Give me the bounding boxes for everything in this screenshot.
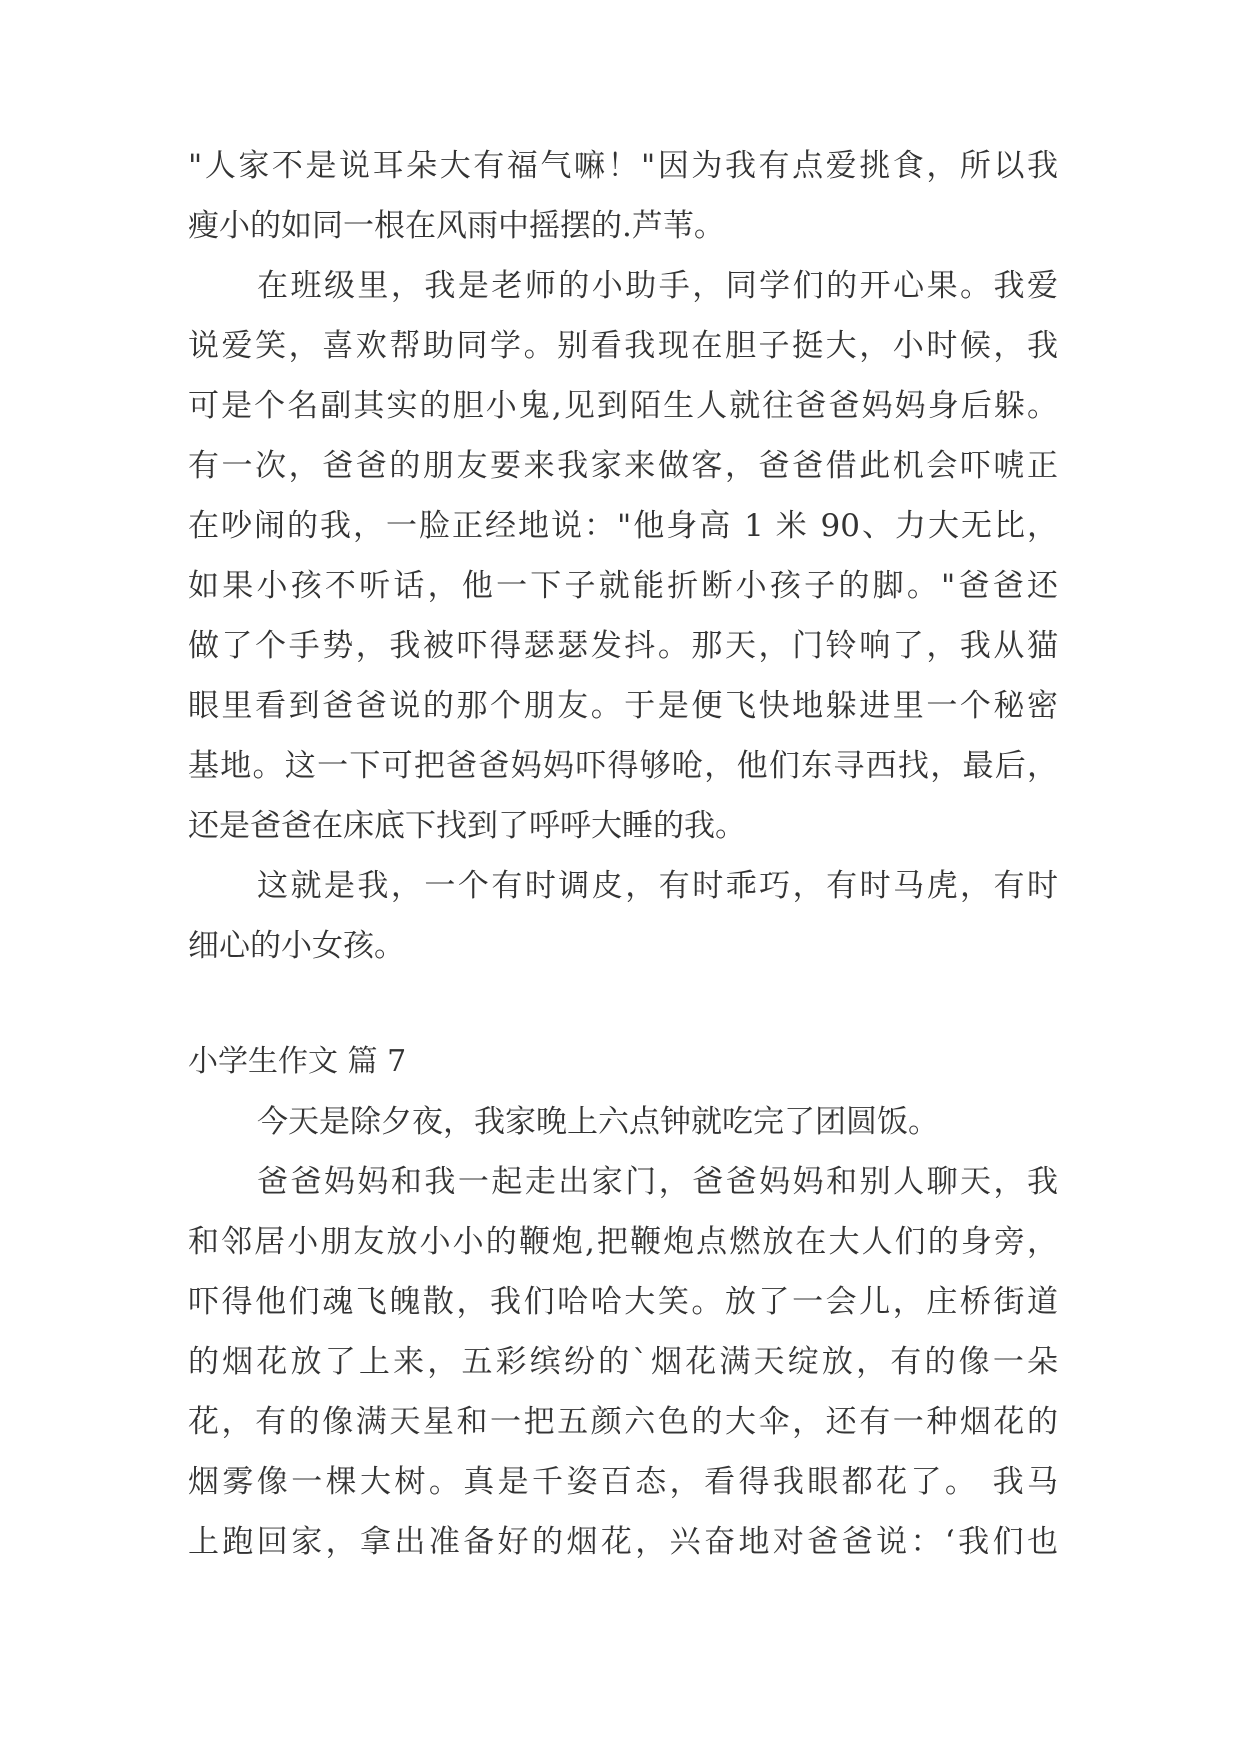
text-line: 说爱笑，喜欢帮助同学。别看我现在胆子挺大，小时候，我 — [188, 328, 1058, 364]
section-heading: 小学生作文 篇 7 — [188, 1044, 407, 1079]
text-line: 上跑回家，拿出准备好的烟花，兴奋地对爸爸说：‘我们也 — [188, 1524, 1058, 1560]
text-line: 在班级里，我是老师的小助手，同学们的开心果。我爱 — [257, 268, 1058, 304]
text-line: 还是爸爸在床底下找到了呼呼大睡的我。 — [188, 808, 746, 844]
text-line: "人家不是说耳朵大有福气嘛！"因为我有点爱挑食，所以我 — [188, 148, 1058, 184]
text-line: 在吵闹的我，一脸正经地说："他身高 1 米 90、力大无比， — [188, 508, 1058, 544]
text-line: 和邻居小朋友放小小的鞭炮,把鞭炮点燃放在大人们的身旁， — [188, 1224, 1058, 1260]
text-line: 爸爸妈妈和我一起走出家门，爸爸妈妈和别人聊天，我 — [257, 1164, 1058, 1200]
text-line: 做了个手势，我被吓得瑟瑟发抖。那天，门铃响了，我从猫 — [188, 628, 1058, 664]
text-line: 基地。这一下可把爸爸妈妈吓得够呛，他们东寻西找，最后， — [188, 748, 1058, 784]
text-line: 有一次，爸爸的朋友要来我家来做客，爸爸借此机会吓唬正 — [188, 448, 1058, 484]
text-line: 眼里看到爸爸说的那个朋友。于是便飞快地躲进里一个秘密 — [188, 688, 1058, 724]
text-line: 细心的小女孩。 — [188, 928, 405, 964]
text-line: 如果小孩不听话，他一下子就能折断小孩子的脚。"爸爸还 — [188, 568, 1058, 604]
text-line: 花，有的像满天星和一把五颜六色的大伞，还有一种烟花的 — [188, 1404, 1058, 1440]
text-line: 可是个名副其实的胆小鬼,见到陌生人就往爸爸妈妈身后躲。 — [188, 388, 1058, 424]
text-line: 烟雾像一棵大树。真是千姿百态，看得我眼都花了。 我马 — [188, 1464, 1058, 1500]
text-line: 的烟花放了上来，五彩缤纷的`烟花满天绽放，有的像一朵 — [188, 1344, 1058, 1380]
text-line: 今天是除夕夜，我家晚上六点钟就吃完了团圆饭。 — [257, 1104, 939, 1140]
text-line: 瘦小的如同一根在风雨中摇摆的.芦苇。 — [188, 208, 725, 244]
text-line: 这就是我，一个有时调皮，有时乖巧，有时马虎，有时 — [257, 868, 1058, 904]
text-line: 吓得他们魂飞魄散，我们哈哈大笑。放了一会儿，庄桥街道 — [188, 1284, 1058, 1320]
